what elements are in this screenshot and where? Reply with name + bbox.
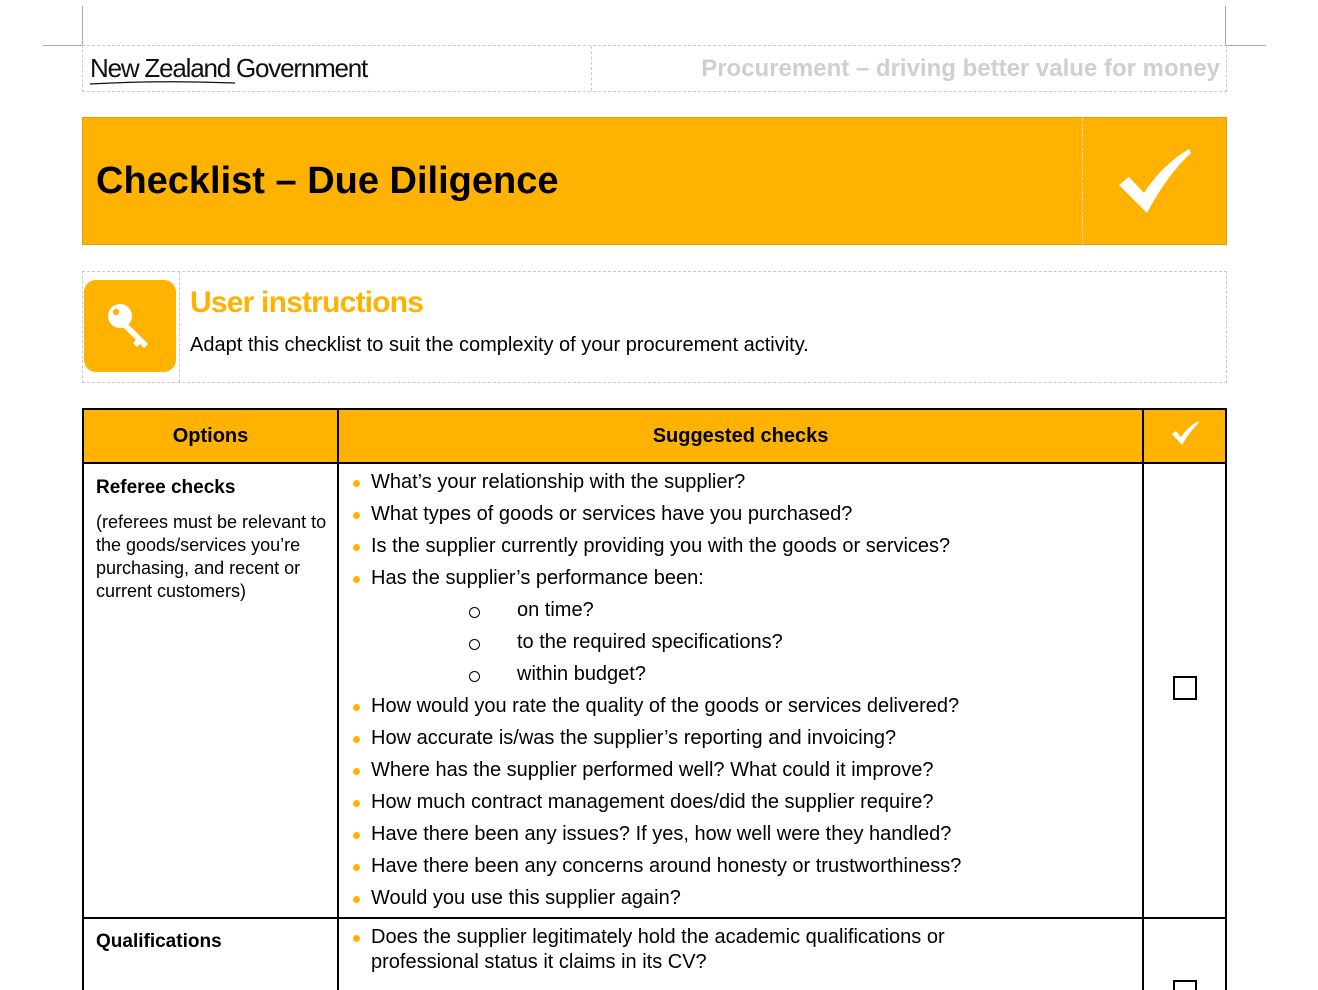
header-tagline: Procurement – driving better value for money [701,54,1220,82]
page-title: Checklist – Due Diligence [96,159,559,202]
user-instructions-box [82,271,1227,383]
bullet-icon [353,512,360,519]
table-row-qualifications [83,918,1226,990]
check-item: What types of goods or services have you purchased? [353,502,1134,527]
circle-bullet-icon [469,607,480,618]
option-note: (referees must be relevant to the goods/services you’re purchasing, and recent or current customers) [96,512,327,601]
sub-check-item: on time? [353,598,1134,623]
options-header: Options [83,409,338,463]
check-item: Where has the supplier performed well? What could it improve? [353,758,1134,783]
header-tagline-cell [592,46,1226,91]
option-title: Referee checks [96,477,236,498]
crop-mark-top-left [82,6,83,45]
banner-check-cell [1082,118,1226,244]
instructions-body [180,272,1226,382]
bullet-icon [353,768,360,775]
referee-checks-checkbox[interactable] [1173,676,1197,700]
option-cell [83,463,338,918]
tick-header [1143,409,1226,463]
bullet-icon [353,544,360,551]
bullet-icon [353,704,360,711]
check-item: Would you use this supplier again? [353,886,1134,911]
check-item: Is the supplier currently providing you with the goods or services? [353,534,1134,559]
bullet-icon [353,800,360,807]
due-diligence-table [82,408,1227,990]
option-cell [83,918,338,990]
tick-cell [1143,918,1226,990]
document-header [82,45,1227,92]
check-item: Have there been any issues? If yes, how well were they handled? [353,822,1134,847]
header-logo-cell [83,46,592,91]
check-item: How would you rate the quality of the goods or services delivered? [353,694,1134,719]
bullet-icon [353,864,360,871]
suggested-checks-cell [338,463,1143,918]
crop-mark-right [1227,45,1266,46]
check-item: How much contract management does/did the supplier require? [353,790,1134,815]
checkmark-icon [1171,420,1199,446]
instructions-icon-cell [83,272,180,382]
tick-cell [1143,463,1226,918]
circle-bullet-icon [469,671,480,682]
bullet-icon [353,896,360,903]
table-header-row [83,409,1226,463]
suggested-checks-cell [338,918,1143,990]
check-item-continuation: professional status it claims in its CV? [371,951,707,973]
check-item: Has the supplier’s performance been: [353,566,1134,591]
suggested-checks-header: Suggested checks [338,409,1143,463]
crop-mark-left [43,45,82,46]
crop-mark-top-right [1225,6,1226,45]
bullet-icon [353,576,360,583]
check-item: Does the supplier legitimately hold the academic qualifications or [353,925,1134,950]
sub-check-item: to the required specifications? [353,630,1134,655]
key-icon [104,300,156,352]
title-banner [82,117,1227,245]
logo-underline-swoosh [90,80,235,86]
bullet-icon [353,935,360,942]
instructions-heading: User instructions [190,286,424,319]
sub-check-item: within budget? [353,662,1134,687]
nz-government-logo: New Zealand Government [90,53,368,83]
bullet-icon [353,832,360,839]
circle-bullet-icon [469,639,480,650]
option-title: Qualifications [96,931,222,952]
check-item: How accurate is/was the supplier’s reporting and invoicing? [353,726,1134,751]
key-tile [84,280,176,372]
bullet-icon [353,480,360,487]
check-item: What’s your relationship with the supplier? [353,470,1134,495]
table-row-referee-checks [83,463,1226,918]
checkmark-icon [1117,147,1193,215]
instructions-text: Adapt this checklist to suit the complexity of your procurement activity. [190,334,809,356]
check-item: Have there been any concerns around honesty or trustworthiness? [353,854,1134,879]
bullet-icon [353,736,360,743]
qualifications-checkbox[interactable] [1173,980,1197,990]
